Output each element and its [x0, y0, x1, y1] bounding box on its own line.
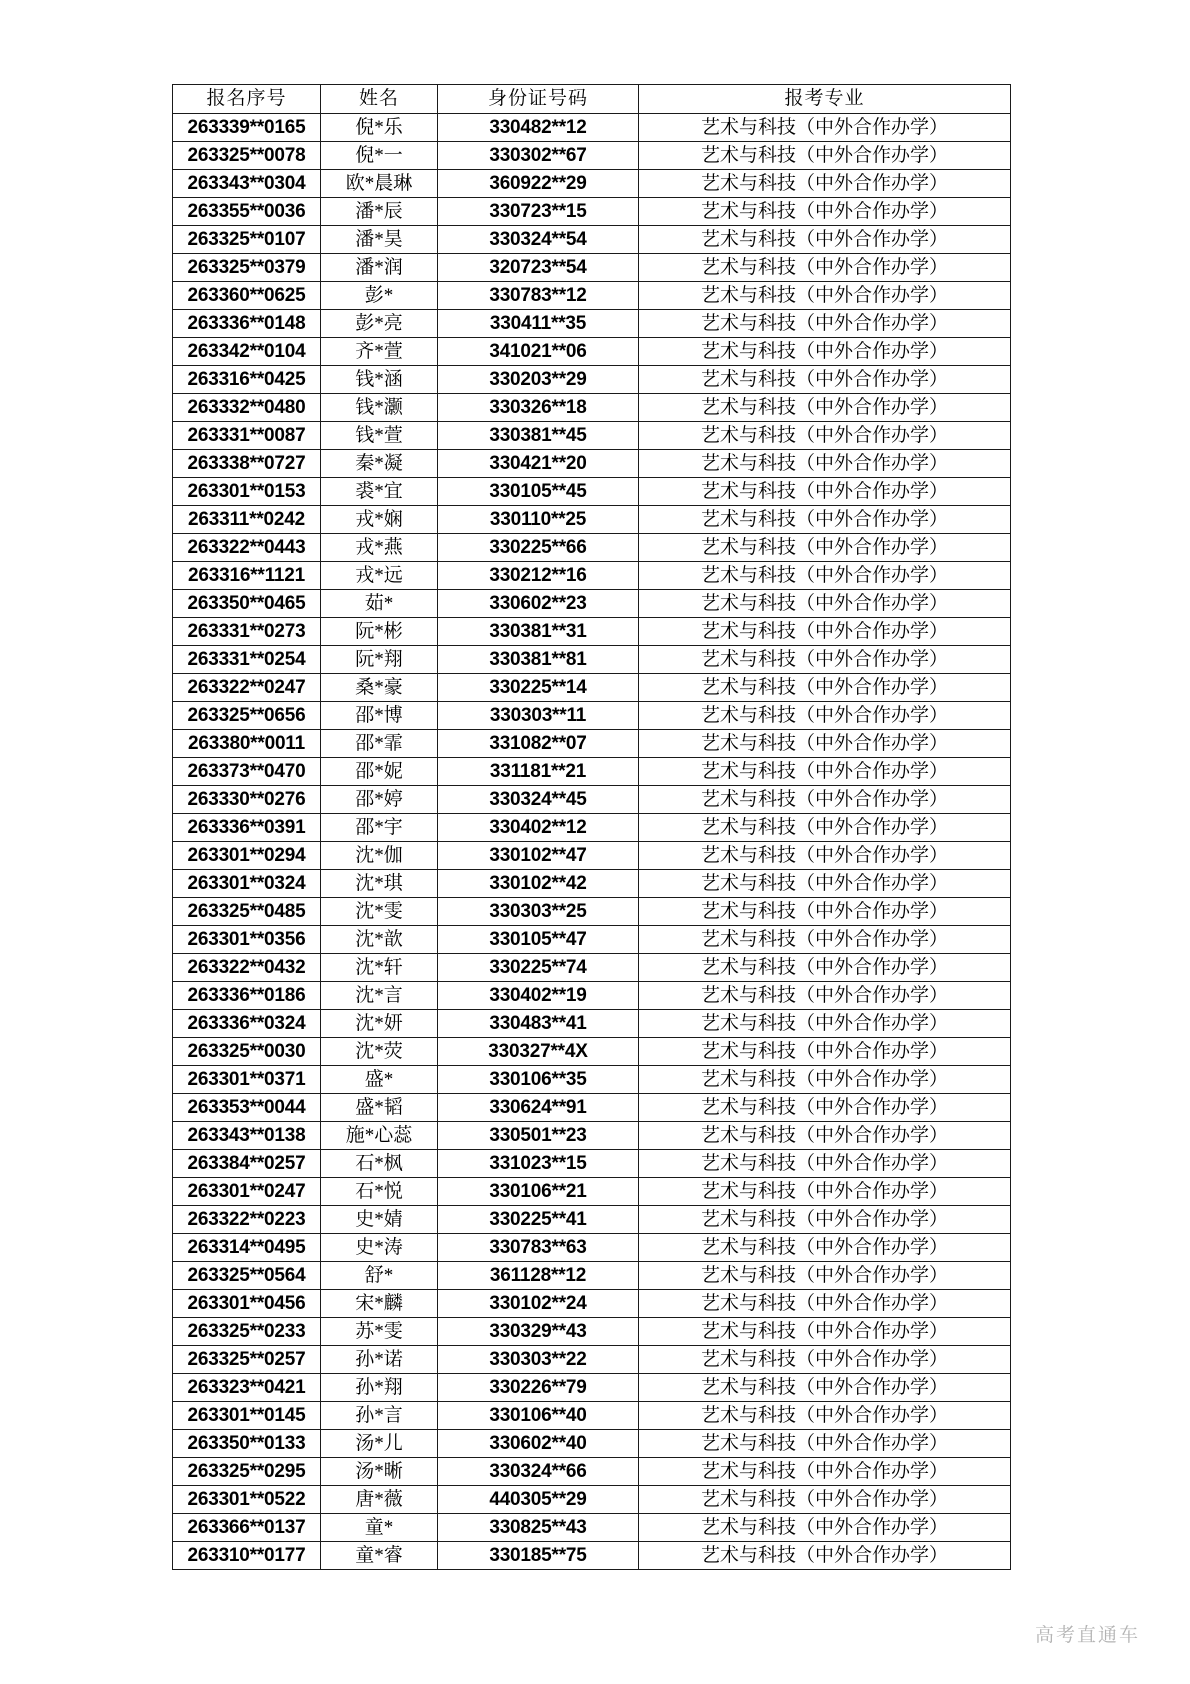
table-row	[173, 842, 1011, 870]
table-row	[173, 1374, 1011, 1402]
table-row	[173, 562, 1011, 590]
cell-candidate-name: 沈*荧	[321, 1038, 438, 1066]
cell-registration-number: 263350**0465	[173, 590, 321, 618]
table-row	[173, 1430, 1011, 1458]
cell-applied-major: 艺术与科技（中外合作办学）	[639, 1402, 1011, 1430]
cell-applied-major: 艺术与科技（中外合作办学）	[639, 1206, 1011, 1234]
cell-candidate-name: 潘*润	[321, 254, 438, 282]
cell-candidate-name: 彭*亮	[321, 310, 438, 338]
table-row	[173, 198, 1011, 226]
cell-registration-number: 263301**0522	[173, 1486, 321, 1514]
cell-candidate-name: 沈*雯	[321, 898, 438, 926]
table-row	[173, 870, 1011, 898]
cell-candidate-name: 戎*娴	[321, 506, 438, 534]
table-row	[173, 450, 1011, 478]
cell-id-number: 330381**31	[438, 618, 639, 646]
table-row	[173, 646, 1011, 674]
cell-id-number: 330303**25	[438, 898, 639, 926]
cell-applied-major: 艺术与科技（中外合作办学）	[639, 646, 1011, 674]
cell-applied-major: 艺术与科技（中外合作办学）	[639, 394, 1011, 422]
cell-registration-number: 263336**0186	[173, 982, 321, 1010]
cell-candidate-name: 钱*涵	[321, 366, 438, 394]
cell-registration-number: 263350**0133	[173, 1430, 321, 1458]
cell-candidate-name: 史*涛	[321, 1234, 438, 1262]
cell-id-number: 330482**12	[438, 114, 639, 142]
cell-id-number: 330225**14	[438, 674, 639, 702]
cell-applied-major: 艺术与科技（中外合作办学）	[639, 310, 1011, 338]
cell-candidate-name: 邵*霏	[321, 730, 438, 758]
cell-id-number: 330602**40	[438, 1430, 639, 1458]
table-row	[173, 254, 1011, 282]
cell-applied-major: 艺术与科技（中外合作办学）	[639, 758, 1011, 786]
candidate-roster-table	[172, 84, 1011, 1570]
cell-candidate-name: 邵*婷	[321, 786, 438, 814]
cell-candidate-name: 盛*	[321, 1066, 438, 1094]
cell-id-number: 330105**47	[438, 926, 639, 954]
cell-id-number: 330106**40	[438, 1402, 639, 1430]
cell-candidate-name: 沈*妍	[321, 1010, 438, 1038]
table-row	[173, 1206, 1011, 1234]
cell-id-number: 330783**12	[438, 282, 639, 310]
cell-applied-major: 艺术与科技（中外合作办学）	[639, 590, 1011, 618]
cell-id-number: 330303**11	[438, 702, 639, 730]
cell-registration-number: 263325**0107	[173, 226, 321, 254]
cell-applied-major: 艺术与科技（中外合作办学）	[639, 478, 1011, 506]
table-row	[173, 1122, 1011, 1150]
table-body	[173, 114, 1011, 1570]
table-row	[173, 786, 1011, 814]
table-header-row	[173, 85, 1011, 114]
cell-candidate-name: 沈*琪	[321, 870, 438, 898]
cell-candidate-name: 倪*乐	[321, 114, 438, 142]
cell-id-number: 330185**75	[438, 1542, 639, 1570]
cell-applied-major: 艺术与科技（中外合作办学）	[639, 1374, 1011, 1402]
cell-candidate-name: 戎*远	[321, 562, 438, 590]
table-row	[173, 1346, 1011, 1374]
cell-registration-number: 263301**0294	[173, 842, 321, 870]
cell-id-number: 330501**23	[438, 1122, 639, 1150]
cell-id-number: 320723**54	[438, 254, 639, 282]
cell-registration-number: 263339**0165	[173, 114, 321, 142]
cell-applied-major: 艺术与科技（中外合作办学）	[639, 1038, 1011, 1066]
cell-registration-number: 263343**0304	[173, 170, 321, 198]
cell-id-number: 330102**47	[438, 842, 639, 870]
cell-id-number: 330329**43	[438, 1318, 639, 1346]
cell-candidate-name: 汤*晰	[321, 1458, 438, 1486]
table-row	[173, 422, 1011, 450]
cell-id-number: 330106**35	[438, 1066, 639, 1094]
cell-registration-number: 263353**0044	[173, 1094, 321, 1122]
column-header-major: 报考专业	[639, 85, 1011, 114]
cell-registration-number: 263310**0177	[173, 1542, 321, 1570]
cell-applied-major: 艺术与科技（中外合作办学）	[639, 562, 1011, 590]
table-row	[173, 170, 1011, 198]
cell-applied-major: 艺术与科技（中外合作办学）	[639, 198, 1011, 226]
cell-candidate-name: 宋*麟	[321, 1290, 438, 1318]
table-row	[173, 1542, 1011, 1570]
cell-candidate-name: 孙*言	[321, 1402, 438, 1430]
cell-id-number: 330381**81	[438, 646, 639, 674]
cell-id-number: 330225**41	[438, 1206, 639, 1234]
cell-candidate-name: 苏*雯	[321, 1318, 438, 1346]
cell-candidate-name: 钱*灏	[321, 394, 438, 422]
cell-id-number: 330326**18	[438, 394, 639, 422]
cell-applied-major: 艺术与科技（中外合作办学）	[639, 506, 1011, 534]
cell-registration-number: 263325**0656	[173, 702, 321, 730]
cell-applied-major: 艺术与科技（中外合作办学）	[639, 1010, 1011, 1038]
table-row	[173, 310, 1011, 338]
cell-candidate-name: 盛*韬	[321, 1094, 438, 1122]
table-row	[173, 1290, 1011, 1318]
cell-applied-major: 艺术与科技（中外合作办学）	[639, 366, 1011, 394]
cell-registration-number: 263301**0456	[173, 1290, 321, 1318]
cell-applied-major: 艺术与科技（中外合作办学）	[639, 1262, 1011, 1290]
cell-id-number: 330825**43	[438, 1514, 639, 1542]
table-row	[173, 926, 1011, 954]
cell-registration-number: 263301**0153	[173, 478, 321, 506]
table-row	[173, 1262, 1011, 1290]
cell-applied-major: 艺术与科技（中外合作办学）	[639, 1486, 1011, 1514]
cell-applied-major: 艺术与科技（中外合作办学）	[639, 1318, 1011, 1346]
cell-id-number: 331181**21	[438, 758, 639, 786]
cell-id-number: 440305**29	[438, 1486, 639, 1514]
cell-applied-major: 艺术与科技（中外合作办学）	[639, 1122, 1011, 1150]
cell-applied-major: 艺术与科技（中外合作办学）	[639, 954, 1011, 982]
cell-id-number: 330102**42	[438, 870, 639, 898]
cell-candidate-name: 邵*博	[321, 702, 438, 730]
cell-registration-number: 263301**0371	[173, 1066, 321, 1094]
cell-applied-major: 艺术与科技（中外合作办学）	[639, 786, 1011, 814]
table-row	[173, 1178, 1011, 1206]
table-row	[173, 814, 1011, 842]
cell-id-number: 330225**66	[438, 534, 639, 562]
cell-candidate-name: 童*睿	[321, 1542, 438, 1570]
table-row	[173, 1458, 1011, 1486]
cell-candidate-name: 邵*妮	[321, 758, 438, 786]
cell-id-number: 330624**91	[438, 1094, 639, 1122]
table-row	[173, 1066, 1011, 1094]
cell-candidate-name: 孙*诺	[321, 1346, 438, 1374]
cell-id-number: 330105**45	[438, 478, 639, 506]
table-row	[173, 618, 1011, 646]
cell-registration-number: 263332**0480	[173, 394, 321, 422]
table-row	[173, 366, 1011, 394]
cell-candidate-name: 施*心蕊	[321, 1122, 438, 1150]
cell-applied-major: 艺术与科技（中外合作办学）	[639, 870, 1011, 898]
cell-applied-major: 艺术与科技（中外合作办学）	[639, 226, 1011, 254]
table-row	[173, 338, 1011, 366]
cell-id-number: 330226**79	[438, 1374, 639, 1402]
cell-candidate-name: 彭*	[321, 282, 438, 310]
table-row	[173, 674, 1011, 702]
cell-id-number: 331023**15	[438, 1150, 639, 1178]
column-header-seq: 报名序号	[173, 85, 321, 114]
table-row	[173, 478, 1011, 506]
cell-registration-number: 263360**0625	[173, 282, 321, 310]
cell-id-number: 330723**15	[438, 198, 639, 226]
table-row	[173, 702, 1011, 730]
cell-candidate-name: 沈*伽	[321, 842, 438, 870]
cell-applied-major: 艺术与科技（中外合作办学）	[639, 142, 1011, 170]
cell-id-number: 360922**29	[438, 170, 639, 198]
cell-applied-major: 艺术与科技（中外合作办学）	[639, 898, 1011, 926]
cell-registration-number: 263325**0564	[173, 1262, 321, 1290]
cell-id-number: 330324**45	[438, 786, 639, 814]
cell-registration-number: 263373**0470	[173, 758, 321, 786]
cell-registration-number: 263331**0254	[173, 646, 321, 674]
cell-registration-number: 263336**0391	[173, 814, 321, 842]
cell-applied-major: 艺术与科技（中外合作办学）	[639, 730, 1011, 758]
table-row	[173, 954, 1011, 982]
cell-id-number: 341021**06	[438, 338, 639, 366]
cell-registration-number: 263331**0087	[173, 422, 321, 450]
cell-candidate-name: 潘*昊	[321, 226, 438, 254]
cell-applied-major: 艺术与科技（中外合作办学）	[639, 1346, 1011, 1374]
cell-applied-major: 艺术与科技（中外合作办学）	[639, 1178, 1011, 1206]
cell-id-number: 330324**66	[438, 1458, 639, 1486]
cell-id-number: 330110**25	[438, 506, 639, 534]
cell-applied-major: 艺术与科技（中外合作办学）	[639, 114, 1011, 142]
cell-candidate-name: 秦*凝	[321, 450, 438, 478]
cell-applied-major: 艺术与科技（中外合作办学）	[639, 338, 1011, 366]
cell-registration-number: 263325**0078	[173, 142, 321, 170]
cell-registration-number: 263316**1121	[173, 562, 321, 590]
cell-registration-number: 263336**0324	[173, 1010, 321, 1038]
cell-candidate-name: 倪*一	[321, 142, 438, 170]
cell-registration-number: 263330**0276	[173, 786, 321, 814]
cell-id-number: 330483**41	[438, 1010, 639, 1038]
table-row	[173, 1402, 1011, 1430]
cell-applied-major: 艺术与科技（中外合作办学）	[639, 1150, 1011, 1178]
cell-registration-number: 263322**0443	[173, 534, 321, 562]
cell-registration-number: 263322**0432	[173, 954, 321, 982]
table-row	[173, 1038, 1011, 1066]
cell-registration-number: 263325**0257	[173, 1346, 321, 1374]
table-row	[173, 114, 1011, 142]
cell-id-number: 330106**21	[438, 1178, 639, 1206]
cell-candidate-name: 沈*言	[321, 982, 438, 1010]
cell-candidate-name: 邵*宇	[321, 814, 438, 842]
cell-registration-number: 263384**0257	[173, 1150, 321, 1178]
cell-id-number: 330303**22	[438, 1346, 639, 1374]
table-row	[173, 1514, 1011, 1542]
cell-registration-number: 263331**0273	[173, 618, 321, 646]
cell-id-number: 330324**54	[438, 226, 639, 254]
cell-candidate-name: 石*悦	[321, 1178, 438, 1206]
table-row	[173, 282, 1011, 310]
cell-candidate-name: 裘*宜	[321, 478, 438, 506]
cell-applied-major: 艺术与科技（中外合作办学）	[639, 982, 1011, 1010]
cell-registration-number: 263336**0148	[173, 310, 321, 338]
cell-applied-major: 艺术与科技（中外合作办学）	[639, 282, 1011, 310]
cell-candidate-name: 茹*	[321, 590, 438, 618]
cell-registration-number: 263338**0727	[173, 450, 321, 478]
table-row	[173, 1010, 1011, 1038]
cell-id-number: 330225**74	[438, 954, 639, 982]
cell-applied-major: 艺术与科技（中外合作办学）	[639, 1290, 1011, 1318]
cell-applied-major: 艺术与科技（中外合作办学）	[639, 926, 1011, 954]
table-row	[173, 1150, 1011, 1178]
cell-candidate-name: 孙*翔	[321, 1374, 438, 1402]
table-row	[173, 1094, 1011, 1122]
cell-id-number: 330302**67	[438, 142, 639, 170]
cell-id-number: 330402**12	[438, 814, 639, 842]
cell-candidate-name: 欧*晨琳	[321, 170, 438, 198]
table-header	[173, 85, 1011, 114]
table-row	[173, 590, 1011, 618]
cell-id-number: 330783**63	[438, 1234, 639, 1262]
table-row	[173, 142, 1011, 170]
cell-id-number: 330102**24	[438, 1290, 639, 1318]
cell-registration-number: 263301**0356	[173, 926, 321, 954]
cell-registration-number: 263322**0223	[173, 1206, 321, 1234]
cell-registration-number: 263325**0295	[173, 1458, 321, 1486]
column-header-name: 姓名	[321, 85, 438, 114]
cell-applied-major: 艺术与科技（中外合作办学）	[639, 1542, 1011, 1570]
cell-applied-major: 艺术与科技（中外合作办学）	[639, 422, 1011, 450]
cell-registration-number: 263325**0485	[173, 898, 321, 926]
table-row	[173, 898, 1011, 926]
cell-applied-major: 艺术与科技（中外合作办学）	[639, 1094, 1011, 1122]
cell-id-number: 330212**16	[438, 562, 639, 590]
cell-applied-major: 艺术与科技（中外合作办学）	[639, 1514, 1011, 1542]
table-row	[173, 534, 1011, 562]
cell-candidate-name: 史*婧	[321, 1206, 438, 1234]
cell-id-number: 330203**29	[438, 366, 639, 394]
cell-candidate-name: 戎*燕	[321, 534, 438, 562]
cell-candidate-name: 沈*轩	[321, 954, 438, 982]
cell-candidate-name: 舒*	[321, 1262, 438, 1290]
cell-registration-number: 263366**0137	[173, 1514, 321, 1542]
cell-id-number: 331082**07	[438, 730, 639, 758]
cell-candidate-name: 潘*辰	[321, 198, 438, 226]
cell-candidate-name: 汤*儿	[321, 1430, 438, 1458]
cell-id-number: 361128**12	[438, 1262, 639, 1290]
cell-registration-number: 263322**0247	[173, 674, 321, 702]
cell-registration-number: 263380**0011	[173, 730, 321, 758]
cell-id-number: 330402**19	[438, 982, 639, 1010]
cell-registration-number: 263323**0421	[173, 1374, 321, 1402]
cell-id-number: 330381**45	[438, 422, 639, 450]
table-row	[173, 982, 1011, 1010]
cell-registration-number: 263301**0324	[173, 870, 321, 898]
cell-applied-major: 艺术与科技（中外合作办学）	[639, 814, 1011, 842]
cell-candidate-name: 阮*彬	[321, 618, 438, 646]
cell-id-number: 330411**35	[438, 310, 639, 338]
cell-registration-number: 263301**0247	[173, 1178, 321, 1206]
table-row	[173, 394, 1011, 422]
cell-registration-number: 263355**0036	[173, 198, 321, 226]
site-watermark: 高考直通车	[1034, 1625, 1140, 1646]
table-row	[173, 730, 1011, 758]
table-row	[173, 1318, 1011, 1346]
table-row	[173, 506, 1011, 534]
cell-candidate-name: 齐*萱	[321, 338, 438, 366]
cell-registration-number: 263301**0145	[173, 1402, 321, 1430]
cell-applied-major: 艺术与科技（中外合作办学）	[639, 170, 1011, 198]
cell-id-number: 330421**20	[438, 450, 639, 478]
cell-applied-major: 艺术与科技（中外合作办学）	[639, 842, 1011, 870]
cell-applied-major: 艺术与科技（中外合作办学）	[639, 534, 1011, 562]
cell-registration-number: 263325**0379	[173, 254, 321, 282]
cell-candidate-name: 钱*萱	[321, 422, 438, 450]
cell-candidate-name: 童*	[321, 1514, 438, 1542]
cell-candidate-name: 唐*薇	[321, 1486, 438, 1514]
cell-registration-number: 263311**0242	[173, 506, 321, 534]
cell-id-number: 330327**4X	[438, 1038, 639, 1066]
cell-registration-number: 263325**0030	[173, 1038, 321, 1066]
cell-applied-major: 艺术与科技（中外合作办学）	[639, 450, 1011, 478]
cell-applied-major: 艺术与科技（中外合作办学）	[639, 618, 1011, 646]
table-row	[173, 758, 1011, 786]
column-header-id: 身份证号码	[438, 85, 639, 114]
cell-applied-major: 艺术与科技（中外合作办学）	[639, 254, 1011, 282]
cell-registration-number: 263314**0495	[173, 1234, 321, 1262]
cell-applied-major: 艺术与科技（中外合作办学）	[639, 702, 1011, 730]
table-row	[173, 1234, 1011, 1262]
table-row	[173, 1486, 1011, 1514]
cell-applied-major: 艺术与科技（中外合作办学）	[639, 1458, 1011, 1486]
cell-candidate-name: 桑*豪	[321, 674, 438, 702]
cell-registration-number: 263342**0104	[173, 338, 321, 366]
cell-candidate-name: 沈*歆	[321, 926, 438, 954]
cell-registration-number: 263316**0425	[173, 366, 321, 394]
cell-applied-major: 艺术与科技（中外合作办学）	[639, 674, 1011, 702]
roster-table-container	[172, 84, 1010, 1570]
cell-id-number: 330602**23	[438, 590, 639, 618]
cell-applied-major: 艺术与科技（中外合作办学）	[639, 1066, 1011, 1094]
cell-applied-major: 艺术与科技（中外合作办学）	[639, 1430, 1011, 1458]
cell-candidate-name: 阮*翔	[321, 646, 438, 674]
cell-registration-number: 263343**0138	[173, 1122, 321, 1150]
cell-registration-number: 263325**0233	[173, 1318, 321, 1346]
cell-candidate-name: 石*枫	[321, 1150, 438, 1178]
cell-applied-major: 艺术与科技（中外合作办学）	[639, 1234, 1011, 1262]
table-row	[173, 226, 1011, 254]
